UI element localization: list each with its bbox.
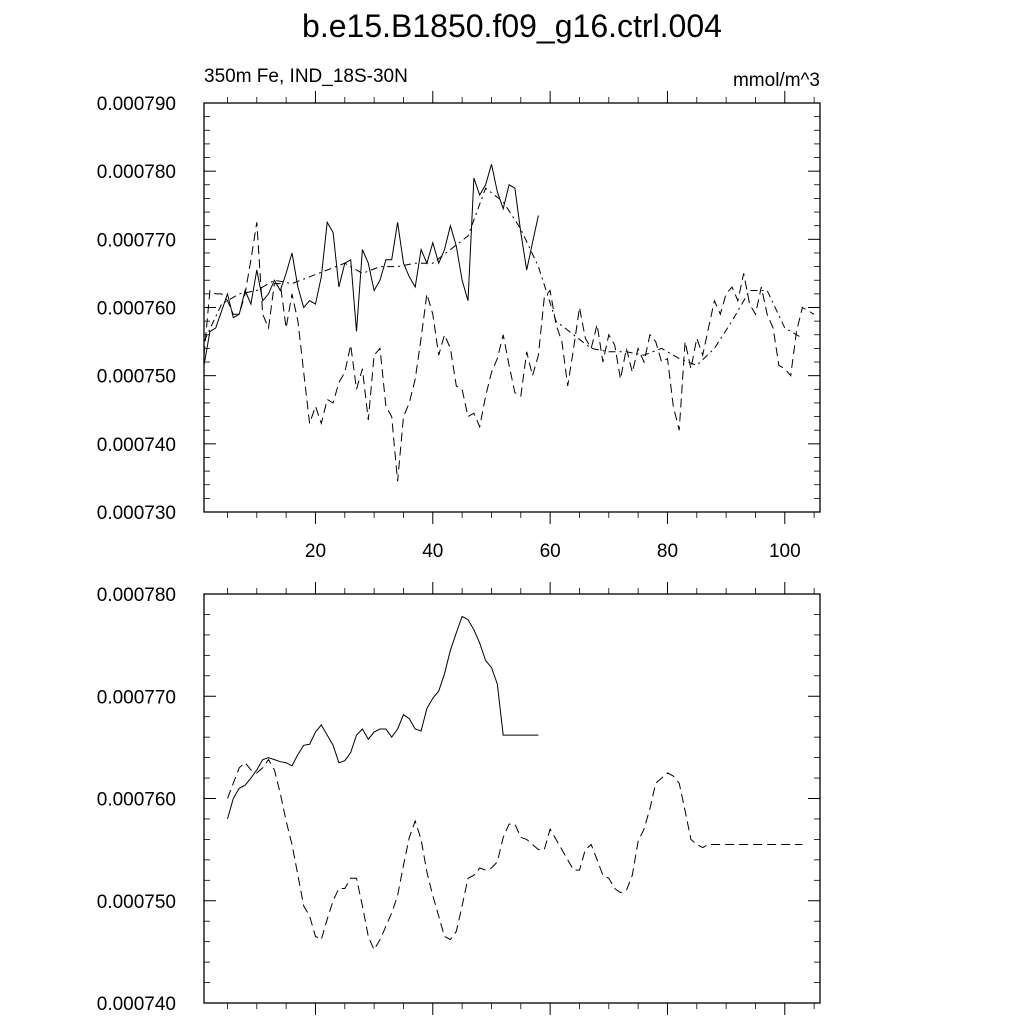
series-dashed-line: [204, 222, 814, 481]
y-tick-label: 0.000740: [96, 994, 176, 1015]
y-tick-label: 0.000780: [96, 585, 176, 606]
x-tick-label: 40: [422, 541, 444, 562]
x-tick-label: 20: [304, 541, 327, 562]
series-solid-line: [228, 617, 539, 819]
plot-frame: [204, 103, 820, 512]
series-dashed-line: [228, 760, 803, 950]
x-tick-label: 100: [768, 541, 801, 562]
y-tick-label: 0.000770: [96, 230, 176, 252]
y-tick-label: 0.000760: [96, 298, 176, 320]
y-tick-label: 0.000730: [96, 503, 176, 524]
y-tick-label: 0.000750: [96, 891, 176, 913]
y-tick-label: 0.000780: [96, 162, 176, 184]
chart-title: b.e15.B1850.f09_g16.ctrl.004: [302, 8, 722, 44]
y-tick-label: 0.000770: [96, 687, 176, 709]
x-tick-label: 60: [539, 541, 561, 562]
variable-region-label: 350m Fe, IND_18S-30N: [204, 66, 408, 87]
y-tick-label: 0.000740: [96, 434, 176, 456]
units-label: mmol/m^3: [732, 70, 820, 91]
y-tick-label: 0.000750: [96, 366, 176, 388]
plot-frame: [204, 594, 820, 1003]
x-tick-label: 80: [656, 541, 679, 562]
y-tick-label: 0.000790: [96, 94, 176, 115]
series-solid-line: [204, 164, 538, 365]
y-tick-label: 0.000760: [96, 789, 176, 811]
series-dashdot-line: [204, 188, 802, 365]
